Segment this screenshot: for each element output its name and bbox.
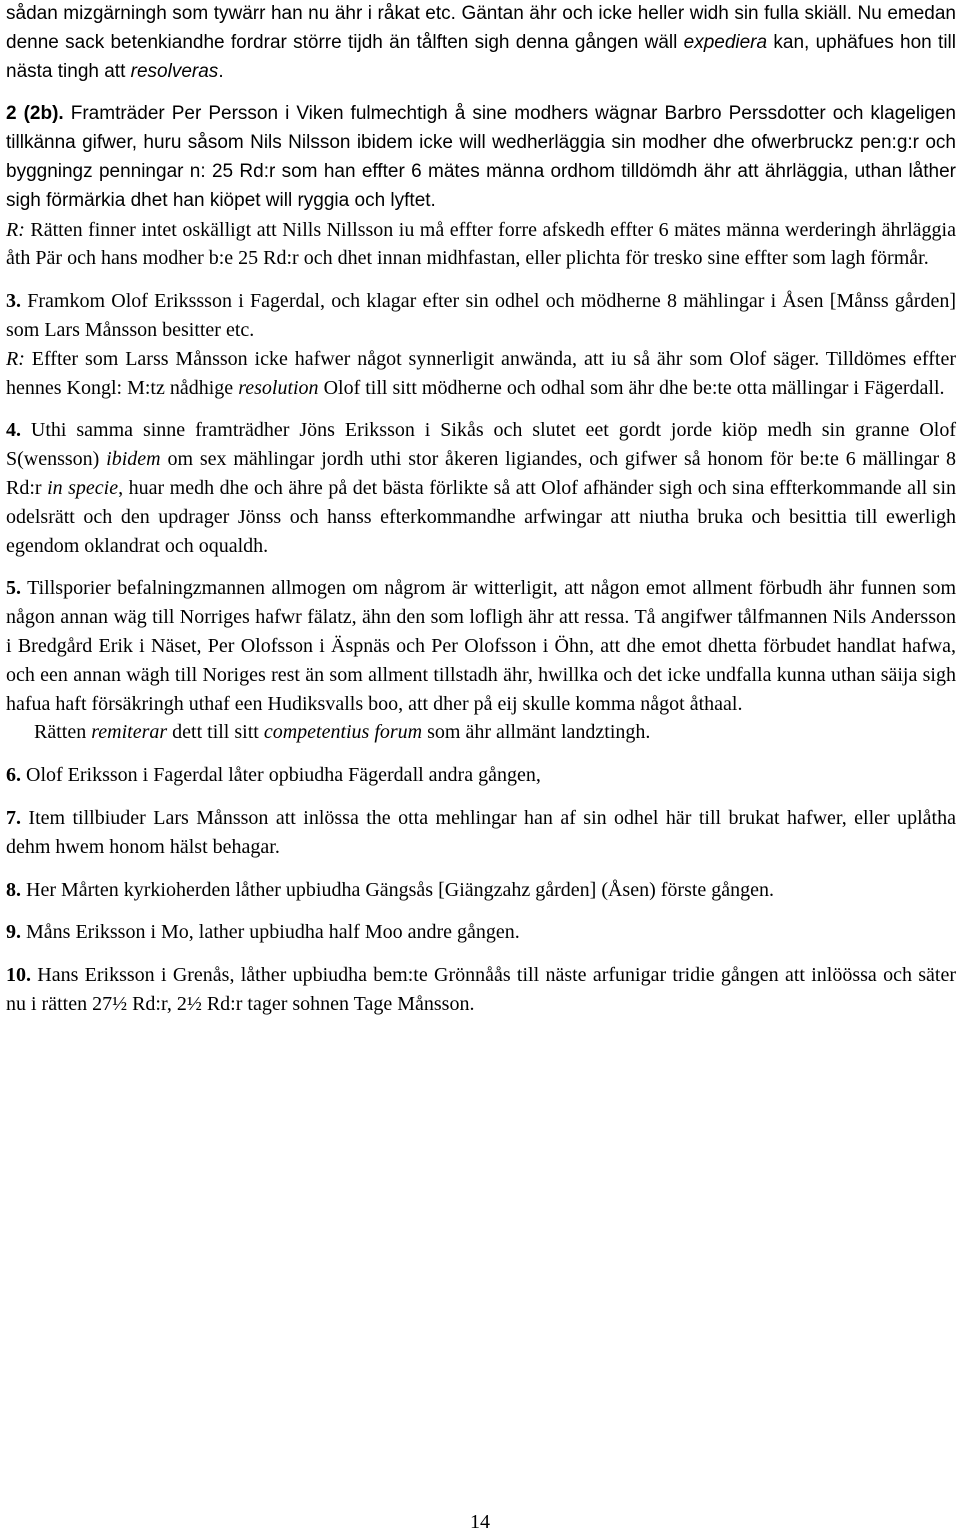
decision-italic-forum: competentius forum (263, 721, 423, 744)
paragraph-italic-in-specie: in specie (47, 476, 119, 499)
paragraph-9 (6, 918, 956, 947)
paragraph-text: Item tillbiuder Lars Månsson att inlössa the otta mehlingar han af sin odhel här till brukat hafwer, eller uplåtha dehm hwem honom hälst behagar. (6, 806, 956, 858)
paragraph-text: Hans Eriksson i Grenås, låther upbiudha bem:te Grönnåås till näste arfunigar tridie gången att inlöössa och säter nu i rätten 27½ Rd:r, 2½ Rd:r tager sohnen Tage Månsson. (6, 964, 956, 1015)
document-page (6, 0, 956, 1019)
paragraph-text: om sex mählingar jordh uthi stor åkeren ligiandes, och gifwer så honom för be:te 6 mällingar 8 Rd:r (6, 448, 956, 499)
paragraph-6 (6, 761, 956, 790)
resolution-label: R: (6, 347, 25, 370)
paragraph-2 (6, 100, 956, 215)
resolution-2 (6, 216, 956, 274)
paragraph-number: 9. (6, 921, 21, 944)
decision-text: dett till sitt (167, 721, 264, 744)
intro-text: sådan mizgärningh som tywärr han nu ähr i råkat etc. Gäntan ähr och icke heller widh sin fulla skiäll. Nu emedan denne sack betenkiandhe fordrar större tijdh än tålften sigh denna gången wäll (6, 3, 956, 53)
paragraph-4 (6, 416, 956, 560)
intro-text: kan, uphäfues hon till nästa tingh att (6, 31, 956, 82)
paragraph-text: Olof Eriksson i Fagerdal låter opbiudha Fägerdall andra gången, (21, 764, 541, 787)
resolution-italic: resolution (238, 376, 319, 399)
paragraph-10 (6, 961, 956, 1019)
paragraph-number: 7. (6, 806, 21, 829)
decision-text: Rätten (34, 721, 92, 744)
intro-paragraph (6, 0, 956, 86)
paragraph-text: Framträder Per Persson i Viken fulmechtigh å sine modhers wägnar Barbro Perssdotter och klageligen tillkänna gifwer, huru såsom Nils Nilsson ibidem icke will wedherläggia sin modher dhe ofwerbruckz pen:g:r och byggningz penningar n: 25 Rd:r som han effter 6 mätes männa ordhom tilldömdh ähr att ährläggia, uthan låther sigh förmärkia dhet han kiöpet will ryggia och lyftet. (6, 103, 957, 211)
paragraph-text: Måns Eriksson i Mo, lather upbiudha half Moo andre gången. (21, 921, 520, 944)
decision-text: som ähr allmänt landztingh. (422, 721, 651, 744)
paragraph-5-decision (6, 718, 956, 747)
paragraph-8 (6, 876, 956, 905)
paragraph-number: 10. (6, 964, 31, 987)
intro-text: . (218, 60, 224, 82)
paragraph-text: Her Mårten kyrkioherden låther upbiudha Gängsås [Giängzahz gården] (Åsen) förste gången. (21, 878, 775, 901)
resolution-3 (6, 345, 956, 403)
resolution-text: Rätten finner intet oskälligt att Nills Nillsson iu må effter forre afskedh effter 6 mätes männa werderingh ährläggia åth Pär och hans modher b:e 25 Rd:r och dhet innan midhfastan, eller plichta för tresko sine effter som lagh förmår. (6, 218, 956, 270)
paragraph-3 (6, 287, 956, 345)
paragraph-text: Uthi samma sinne framträdher Jöns Eriksson i Sikås och slutet eet gordt jorde kiöp medh sin granne Olof S(wensson) (6, 419, 956, 471)
paragraph-text: Tillsporier befalningzmannen allmogen om någrom är witterligit, att någon emot allment förbudh ähr funnen som någon annan wäg till Norriges hafwr fälatz, ähn den som lofligh ähr att ressa. Tå angifwer tålfmannen Nils Andersson i Bredgård Erik i Näset, Per Olofsson i Äspnäs och Per Olofsson i Öhn, att dhe emot dhetta förbudet handlat hafwa, och een annan wägh till Noriges rest än som allment tillstadh ähr, hwillka och det icke undfalla kunna uthan säija sigh hafua haft försäkringh uthaf een Hudiksvalls boo, att dher på eij skulle komma något åthaal. (6, 577, 956, 715)
paragraph-number: 2 (2b). (6, 103, 64, 125)
paragraph-number: 6. (6, 764, 21, 787)
paragraph-number: 5. (6, 577, 21, 600)
paragraph-number: 8. (6, 878, 21, 901)
paragraph-number: 4. (6, 419, 21, 442)
decision-italic-remiterar: remiterar (91, 721, 168, 744)
resolution-text: Olof till sitt mödherne och odhal som ähr dhe be:te otta mällingar i Fägerdall. (318, 376, 945, 399)
resolution-label: R: (6, 218, 25, 241)
paragraph-number: 3. (6, 290, 21, 313)
paragraph-italic-ibidem: ibidem (106, 448, 161, 471)
paragraph-text: Framkom Olof Erikssson i Fagerdal, och klagar efter sin odhel och mödherne 8 mählingar i Åsen [Månss gården] som Lars Månsson besitter etc. (6, 290, 956, 341)
intro-italic-resolveras: resolveras (130, 60, 219, 82)
paragraph-5 (6, 574, 956, 718)
intro-italic-expediera: expediera (683, 31, 768, 53)
resolution-text: Effter som Larss Månsson icke hafwer något synnerligit anwända, att iu så ähr som Olof säger. Tilldömes effter hennes Kongl: M:tz nådhige (6, 347, 956, 399)
paragraph-text: , huar medh dhe och ähre på det bästa förlikte så att Olof afhänder sigh och sina effterkommande all sin odelsrätt och den updrager Jönss och hanss efterkommandhe arfwingar att niutha bruka och besittia till ewerligh egendom oklandrat och oqualdh. (6, 476, 957, 557)
paragraph-7 (6, 804, 956, 862)
page-number: 14 (470, 1511, 490, 1533)
